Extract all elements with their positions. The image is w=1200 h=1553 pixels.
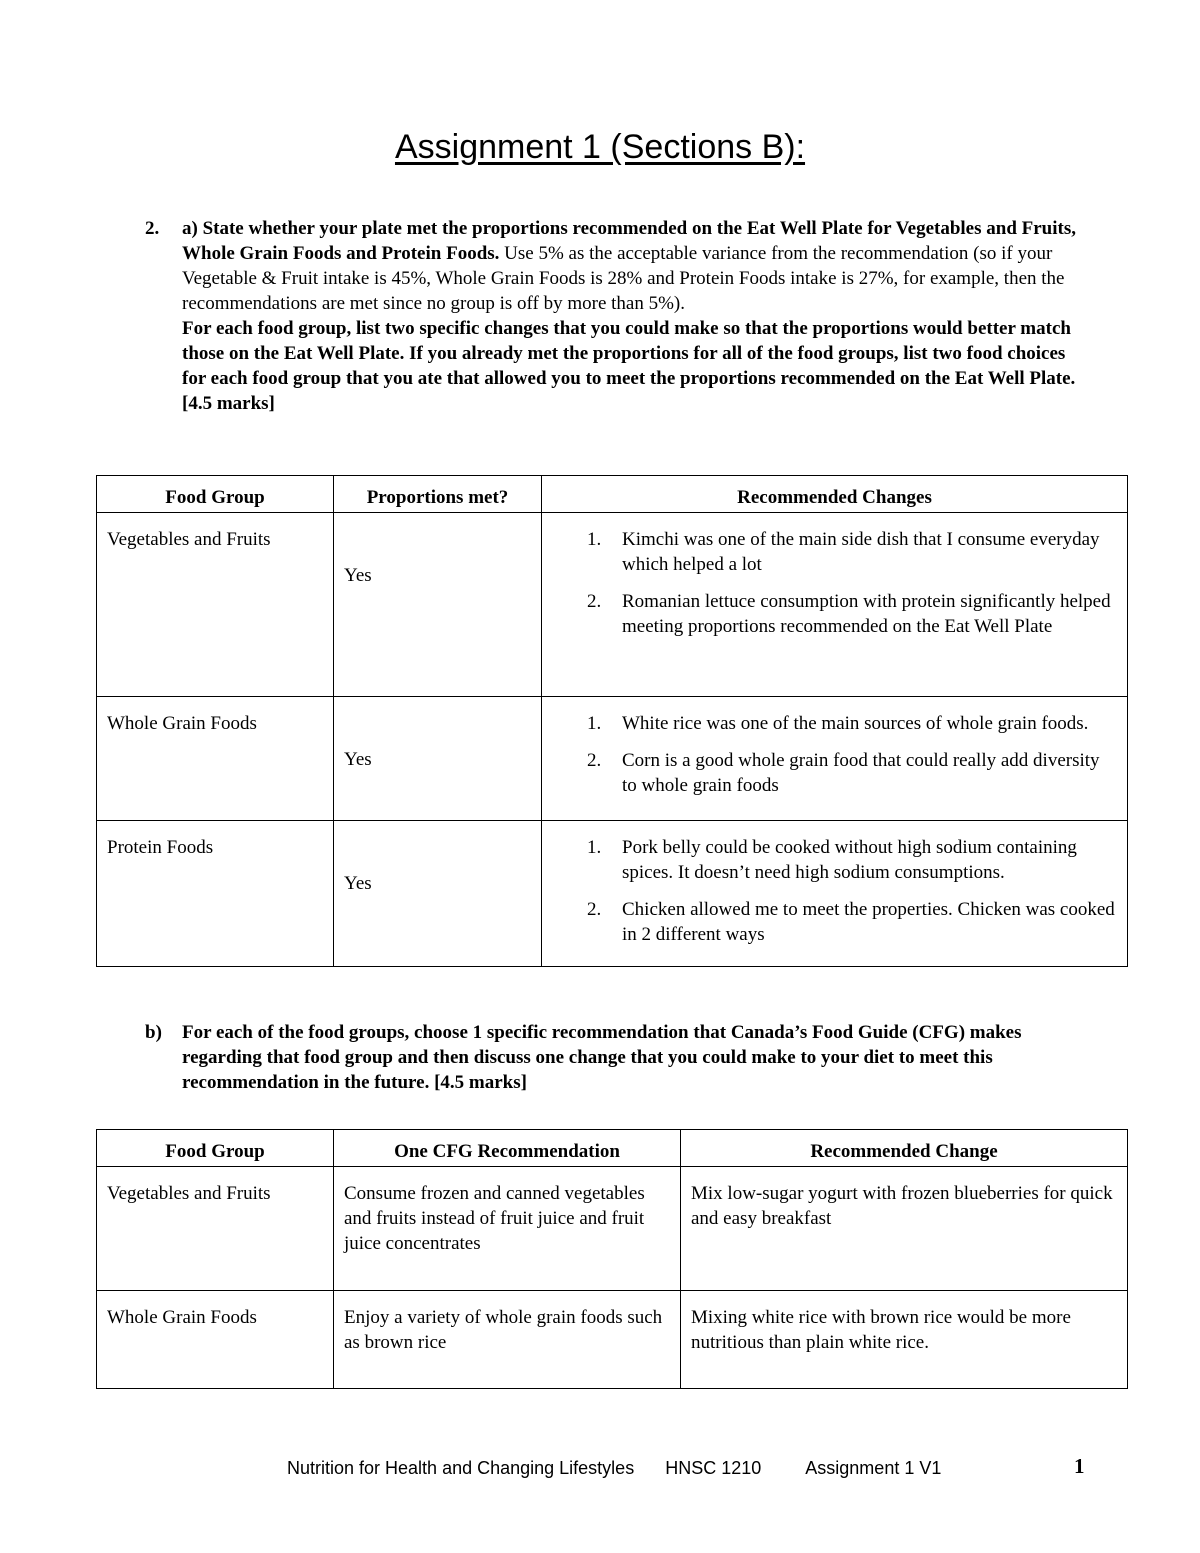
cfg-recommendation-cell: Consume frozen and canned vegetables and fruits instead of fruit juice and fruit juice concentrates — [334, 1167, 681, 1291]
footer-course-name: Nutrition for Health and Changing Lifestyles — [287, 1458, 635, 1478]
page-number: 1 — [1074, 1454, 1085, 1478]
question-a-instruction: For each food group, list two specific changes that you could make so that the proportions would better match those on the Eat Well Plate. If you already met the proportions for all of the food groups, list two food choices for each food group that you ate that allowed you to meet the proportions recommended on the Eat Well Plate. [4.5 marks] — [182, 318, 1076, 414]
recommended-change-cell: Mix low-sugar yogurt with frozen blueberries for quick and easy breakfast — [681, 1167, 1128, 1291]
proportions-met-value: Yes — [344, 873, 372, 894]
table-row — [97, 1167, 1128, 1291]
recommended-changes-cell — [542, 513, 1128, 697]
header-proportions-met: Proportions met? — [334, 476, 542, 513]
food-group-cell: Vegetables and Fruits — [97, 513, 334, 697]
proportions-table — [96, 475, 1128, 967]
recommended-changes-cell — [542, 821, 1128, 967]
food-group-cell: Whole Grain Foods — [97, 1291, 334, 1389]
page-title: Assignment 1 (Sections B): — [394, 128, 806, 166]
question-a-prompt-bold: a) State whether your plate met the proportions recommended on the Eat Well Plate for Vegetables and Fruits, Whole Grain Foods and Protein Foods. — [182, 218, 1076, 264]
food-group-cell: Vegetables and Fruits — [97, 1167, 334, 1291]
table-row — [97, 697, 1128, 821]
proportions-met-cell — [334, 821, 542, 967]
proportions-met-value: Yes — [344, 565, 372, 586]
changes-list — [552, 527, 1117, 639]
list-item: 2. Chicken allowed me to meet the properties. Chicken was cooked in 2 different ways — [587, 899, 1115, 945]
table-row — [97, 821, 1128, 967]
proportions-met-cell — [334, 513, 542, 697]
list-item: 2. Romanian lettuce consumption with protein significantly helped meeting proportions recommended on the Eat Well Plate — [587, 591, 1111, 637]
table-row — [97, 1291, 1128, 1389]
food-group-cell: Whole Grain Foods — [97, 697, 334, 821]
header-food-group: Food Group — [97, 1130, 334, 1167]
header-recommended-changes: Recommended Changes — [542, 476, 1128, 513]
list-item: 1. Kimchi was one of the main side dish that I consume everyday which helped a lot — [587, 529, 1100, 575]
question-number: 2. — [145, 218, 160, 239]
header-cfg-recommendation: One CFG Recommendation — [334, 1130, 681, 1167]
recommended-changes-cell — [542, 697, 1128, 821]
table-header-row — [97, 476, 1128, 513]
question-a-prompt-normal: Use 5% as the acceptable variance from the recommendation (so if your Vegetable & Fruit intake is 45%, Whole Grain Foods is 28% and Protein Foods intake is 27%, for example, then the recommendations are met since no group is off by more than 5%). — [182, 243, 1065, 314]
question-a-text — [182, 216, 1082, 416]
cfg-recommendations-table — [96, 1129, 1128, 1389]
question-b — [145, 1020, 1080, 1100]
table-header-row — [97, 1130, 1128, 1167]
question-b-label: b) — [145, 1022, 162, 1043]
food-group-cell: Protein Foods — [97, 821, 334, 967]
question-b-prompt: For each of the food groups, choose 1 specific recommendation that Canada’s Food Guide (CFG) makes regarding that food group and then discuss one change that you could make to your diet to meet this recommendation in the future. [4.5 marks] — [182, 1022, 1022, 1093]
recommended-change-cell: Mixing white rice with brown rice would be more nutritious than plain white rice. — [681, 1291, 1128, 1389]
cfg-recommendation-cell: Enjoy a variety of whole grain foods such as brown rice — [334, 1291, 681, 1389]
footer-version: Assignment 1 V1 — [805, 1458, 942, 1478]
list-item: 1. White rice was one of the main sources of whole grain foods. — [587, 713, 1089, 734]
list-item: 1. Pork belly could be cooked without high sodium containing spices. It doesn’t need high sodium consumptions. — [587, 837, 1077, 883]
changes-list — [552, 835, 1117, 947]
page-footer — [287, 1458, 967, 1479]
proportions-met-cell — [334, 697, 542, 821]
changes-list — [552, 711, 1117, 798]
list-item: 2. Corn is a good whole grain food that could really add diversity to whole grain foods — [587, 750, 1100, 796]
question-a — [145, 216, 1080, 446]
header-food-group: Food Group — [97, 476, 334, 513]
footer-course-code: HNSC 1210 — [665, 1458, 762, 1478]
proportions-met-value: Yes — [344, 749, 372, 770]
table-row — [97, 513, 1128, 697]
question-b-text — [182, 1020, 1082, 1095]
header-recommended-change: Recommended Change — [681, 1130, 1128, 1167]
